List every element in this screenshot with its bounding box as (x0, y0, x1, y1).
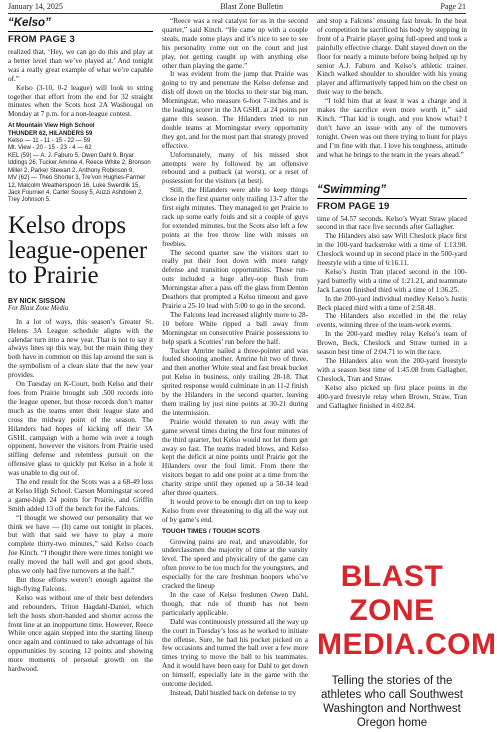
box-score-line: Mt. View - 20 - 15 - 23 - 4 — 62 (8, 145, 92, 152)
box-score-line: Kelso — 11 - 11 - 15 - 22 — 59 (8, 138, 91, 145)
paragraph: Instead, Dahl hustled back on defense to try (170, 688, 297, 697)
paragraph: Kelso also picked up first place points in the 400-yard freestyle relay when Brown, Straw, Tran and Gallagher finished in 4:02.84. (317, 383, 467, 410)
paragraph: Still, the Hilanders were able to keep things close in the first quarter only trailing 13-7 after the first eight minutes. They managed to get Prairie to rack up some early fouls and sit a couple of guys for extended minutes, but the Scots also left a few points at the free throw line with misses on freebies. (162, 186, 308, 248)
header-page-number: Page 21 (440, 2, 466, 11)
paragraph: But those efforts weren’t enough against the high-flying Falcons. (8, 576, 153, 593)
paragraph: It was evident from the jump that Prairie was going to try and penetrate the Kelso defense and dish off down on the blocks to their star big man, Morningstar, who measure 6-foot 7-inches and is the leading scorer in the 3A GSHL at 24 points per game this season. The Hilanders tried to run double teams at Morningstar every opportunity they got, and for the most part that strategy proved effective. (162, 70, 308, 150)
from-page-label: FROM PAGE 19 (317, 200, 390, 212)
kelso-continuation (8, 48, 153, 119)
paragraph: Tucker Amrine nailed a three-pointer and was fouled shooting another. Amrine hit two of three, and then another White steal and fast break bucket put Kelso in business, only trailing 28-18. That sprited response would culminate in an 11-2 finish by the Hilanders in the second quarter, leaving them trailing by just nine points at 30-21 during the intermission. (162, 346, 308, 417)
paragraph: Kelso was without one of their best defenders and rebounders, Triton Hagdahl-Daniel, which left the hosts short-handed and shorter across the front line at an inopportune time. However, Reece White once again stepped into the starting lineup once again and continued to take advantage of his opportunities by scoring 12 points and showing more moments of personal growth on the hardwood. (8, 593, 153, 674)
paragraph: time of 54.57 seconds. Kelso’s Wyatt Straw placed second in that race five seconds after Gallagher. (317, 214, 467, 232)
paragraph: In the 200-yard individual medley Kelso’s Justis Beck placed third with a time of 2:58.48. (317, 294, 467, 312)
box-score-venue: At Mountain View High School (8, 123, 95, 130)
box-score-line: KEL (59) — A. J. Faburo 5, Owen Dahl 9, Bryar Iddings 26, Tucker Amrine 4, Reece White 2, Bronson Miller 2, Parker Stewart 2, Anthony Robinson 9. (8, 152, 151, 174)
column-2 (162, 17, 308, 726)
article-body-end (317, 17, 467, 160)
paragraph: The Hilanders also excelled in the the relay events, winning three of the team-work events. (317, 312, 467, 330)
article-body-continued (162, 17, 308, 698)
paragraph: “I thought we showed our personality that we think we have — (It) came out tonight in places, but with that said we have to play a more complete thirty-two minutes,” said Kelso coach Joe Kinch. “I thought there were times tonight we really moved the ball well and got good shots, plus we only had five turnovers at the half.” (8, 513, 153, 576)
column-1 (8, 17, 153, 726)
paragraph: Dahl was continuously pressured all the way up the court in Tuesday’s loss as he worked to initiate the offense. Sure, he had his pocket picked on a few occasions and turned the ball over a few more times trying to move the ball to his teammates. And it would have been easy for Dahl to get down on himself, especially late in the game with the outcome decided. (162, 617, 308, 689)
box-score-result: THUNDER 62, HILANDERS 59 (8, 130, 93, 137)
paragraph: Prairie would threaten to run away with the game several times during the first four minutes of the third quarter, but Kelso would not let them get away so fast. The teams traded blows, and Kelso kept the deficit at nine points until Prairie got the Hilanders over the foul limit. From there the visitors began to add one point at a time from the charity stripe until they opened up a 50-34 lead after three quarters. (162, 417, 308, 498)
box-score (8, 123, 153, 204)
paragraph: The second quarter saw the visitors start to really put their foot down with more rangy defense and transition opportunities. Those run-outs included a huge alley-oop flush from Morningstar after a pass off the glass from Denton Deathors that prompted a Kelso timeout and gave Prairie a 25-10 lead with 5:00 to go in the second. (162, 248, 308, 310)
header-publication: Blast Zone Bulletin (220, 2, 283, 11)
paragraph: The Hilanders also won the 200-yard freestyle with a season best time of 1:45.08 from Gallagher, Cheslock, Tran and Straw. (317, 357, 467, 383)
paragraph: In a lot of ways, this season’s Greater St. Helens 3A League schedule aligns with the calendar turn into a new year. That is not to say it always lines up this way, but the main thing they both have in common on this lap around the sun is the symbolism of a clean slate that the new year provides. (8, 317, 153, 380)
byline-affiliation: For Blast Zone Media (8, 304, 69, 312)
paragraph: “I told him that at least it was a charge and it makes the sacrifice even more worth it,” said Kinch. “That kid is tough, and you know what? I don’t have an issue with any of the turnovers tonight. Owen was out there trying to hunt for plays and I’m fine with that. I love his toughness, attitude and what he brings to the team in the years ahead.” (317, 97, 467, 159)
paragraph: “Reece was a real catalyst for us in the second quarter,” said Kinch. “He came up with a couple steals, made some plays and it’s nice to see to see his personality come out on the court and just play, not getting caught up with anything else other than playing the game.” (162, 17, 308, 70)
ad-logo-line-zone: ZONE (349, 594, 435, 627)
paragraph: On Tuesday on K-Court, both Kelso and their foes from Prairie brought sub .500 records into the league opener, but those records don’t matter much as the teams enter their league slate and cross the midway point of the season. The Hilanders had hopes of kicking off their 3A GSHL campaign with a home win over a tough opponent, however the visitors from Prairie used stifling defense and relentless pursuit on the offensive glass to quickly put Kelso in a hole it was unable to dig out of. (8, 380, 153, 478)
blast-zone-media-ad[interactable] (317, 560, 497, 730)
paragraph: In the 200-yard medley relay Kelso’s team of Brown, Beck, Cheslock and Straw turned in a season best time of 2:04.71 to win the race. (317, 330, 467, 357)
paragraph: Growing pains are real, and unavoidable, for underclassmen the majority of time at the varsity level. The speed and physicality of the game can often prove to be too much for the youngsters, and especially for the rare freshman hoopers who’ve cracked the lineup (162, 537, 308, 591)
ad-tagline: Telling the stories of the athletes who call Southwest Washington and Northwest Oregon home (321, 675, 463, 729)
paragraph: The Hilanders also saw Will Cheslock place first in the 100-yard backstroke with a time of 1:13.98. Cheslock wound up in second place in the 500-yard freestyle with a time of 6:16.11. (317, 232, 467, 268)
ad-logo-line-blast: BLAST (340, 560, 444, 593)
article-body (8, 318, 153, 674)
paragraph: and stop a Falcons’ ensuing fast break. In the heat of competition he sacrificed his body by stepping in front of a Prairie player going full-speed and took a painfully effective charge. Dahl stayed down on the floor for nearly a minute before being helped up by senior A.J. Faburo and Kelso’s athletic trainer. Kinch walked shoulder to shoulder with his young player and affirmatively tapped him on the chest on their way to the bench. (317, 17, 467, 97)
byline: BY NICK SISSON (8, 297, 66, 305)
jump-label-swimming: “Swimming” (317, 183, 387, 196)
paragraph: In the case of Kelso freshmen Owen Dahl, though, that rule of thumb has not been particularly applicable. (162, 591, 308, 617)
article-headline: Kelso drops league-opener to Prairie (8, 211, 147, 289)
paragraph: realized that, ‘Hey, we can go do this and play at a better level than we’ve played at.’ And tonight was a really great example of what we’re capable of.” (8, 48, 153, 83)
paragraph: It would prove to be enough dirt on top to keep Kelso from ever threatening to dig all the way out of by game’s end. (162, 497, 308, 524)
header-rule (8, 13, 466, 14)
from-page-label: FROM PAGE 3 (8, 34, 75, 45)
article-subhead: TOUGH TIMES / TOUGH SCOTS (162, 527, 260, 535)
ad-logo-line-media: MEDIA.COM (317, 628, 497, 661)
box-score-line: MV (62) — Theo Shorter 3, Tre’von Hughes-Farmer 12, Malcolm Weatherspoon 16, Luke Swerdlik 15, Jack Fournier 4, Carter Sousy 5, Auzzi Ashdown 2, Trey Johnson 5. (8, 175, 146, 204)
paragraph: Unfortunately, many of his missed shot attempts were by followed by an offensive rebound and a putback (at worst), or a reset of possession for the visitors (at best). (162, 150, 308, 186)
paragraph: Kelso’s Justin Tran placed second in the 100-yard butterfly with a time of 1:21.21, and teammate Jack Larson finished third with a time of 1:36.25. (317, 267, 467, 294)
paragraph: The end result for the Scots was a a 68-49 loss at Kelso High School. Carson Morningstar scored a game-high 24 points for Prairie, and Griffin Smith added 13 off the bench for the Falcons. (8, 478, 153, 513)
header-date: January 14, 2025 (8, 2, 63, 11)
paragraph: The Falcons lead increased slightly more to 28-10 before White ripped a ball away from Morningstar on consecutive Prairie possessions to help spark a Scotties’ run before the half. (162, 310, 308, 346)
swimming-continuation (317, 215, 467, 411)
jump-rule (317, 198, 467, 199)
jump-label-kelso: “Kelso” (8, 17, 51, 29)
jump-rule (8, 31, 153, 32)
paragraph: Kelso (3-10, 0-2 league) will look to string together that effort from the end for 32 straight minutes when the Scots host 2A Washougal on Monday at 7 p.m. for a non-league contest. (8, 83, 153, 119)
